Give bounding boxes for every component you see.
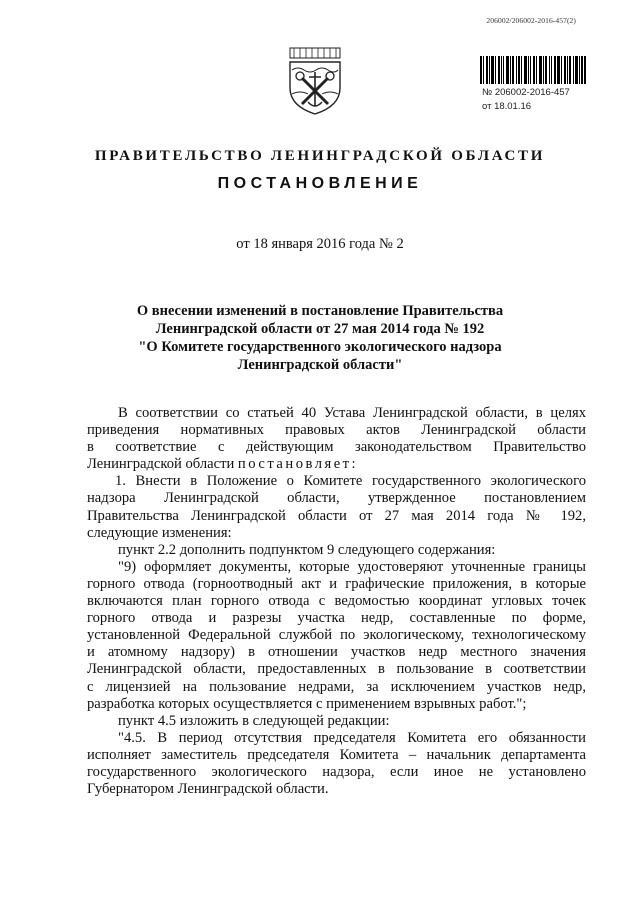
issuer-title: ПРАВИТЕЛЬСТВО ЛЕНИНГРАДСКОЙ ОБЛАСТИ bbox=[94, 148, 546, 164]
body-line: в соответствие с действующим законодательством Правительство bbox=[87, 439, 586, 456]
registration-number: № 206002-2016-457 bbox=[482, 87, 570, 98]
paragraph-quote-4-5 bbox=[87, 730, 586, 798]
document-type: ПОСТАНОВЛЕНИЕ bbox=[217, 175, 423, 192]
body-line: надзора Ленинградской области, утвержденное постановлением bbox=[87, 490, 586, 507]
body-line: разработка которых осуществляется с применением взрывных работ."; bbox=[87, 695, 527, 712]
registration-stamp bbox=[482, 86, 570, 114]
body-line: пункт 2.2 дополнить подпунктом 9 следующего содержания: bbox=[118, 541, 496, 558]
body-line: Ленинградской области, предоставленных в пользование в соответствии bbox=[87, 661, 586, 678]
barcode-icon bbox=[480, 56, 586, 84]
document-body bbox=[87, 405, 586, 798]
subject-line: О внесении изменений в постановление Правительства bbox=[136, 303, 504, 319]
body-line: 1. Внести в Положение о Комитете государственного экологического bbox=[115, 473, 586, 490]
document-subject bbox=[0, 302, 640, 374]
body-line: пункт 4.5 изложить в следующей редакции: bbox=[118, 712, 390, 729]
body-line: горного отвода и разрезы участка недр, составленные по форме, bbox=[87, 610, 586, 627]
paragraph-clause-4-5 bbox=[87, 713, 586, 730]
body-line: В соответствии со статьей 40 Устава Ленинградской области, в целях bbox=[118, 405, 586, 421]
paragraph-clause-2-2 bbox=[87, 542, 586, 559]
body-line: "9) оформляет документы, которые удостоверяют уточненные границы bbox=[118, 558, 586, 575]
body-line: следующие изменения: bbox=[87, 524, 232, 541]
resolution-word: постановляет: bbox=[237, 456, 359, 473]
paragraph-item-1 bbox=[87, 473, 586, 541]
paragraph-preamble bbox=[87, 405, 586, 473]
document-tracking-code: 206002/206002-2016-457(2) bbox=[486, 16, 576, 25]
paragraph-quote-9 bbox=[87, 559, 586, 713]
body-line: горного отвода (горноотводный акт и графические приложения, в которые bbox=[87, 575, 586, 592]
body-line: исполняет заместитель председателя Комитета – начальник департамента bbox=[87, 746, 586, 763]
subject-line: "О Комитете государственного экологического надзора bbox=[138, 339, 502, 355]
body-line: и атомному надзору) в отношении участков недр местного значения bbox=[87, 644, 586, 661]
body-line: приведения нормативных правовых актов Ленинградской области bbox=[87, 422, 586, 439]
body-text: Ленинградской области bbox=[87, 456, 238, 473]
registration-date: от 18.01.16 bbox=[482, 101, 532, 112]
document-date-line: от 18 января 2016 года № 2 bbox=[236, 236, 404, 252]
body-line: Губернатором Ленинградской области. bbox=[87, 781, 329, 798]
body-line: "4.5. В период отсутствия председателя Комитета его обязанности bbox=[118, 729, 586, 746]
body-line bbox=[87, 456, 586, 473]
body-line: включаются план горного отвода с ведомостью координат угловых точек bbox=[87, 593, 586, 610]
body-line: установленной Федеральной службой по экологическому, технологическому bbox=[87, 627, 586, 644]
body-line: Правительства Ленинградской области от 27 мая 2014 года № 192, bbox=[87, 507, 586, 524]
subject-line: Ленинградской области" bbox=[237, 357, 403, 373]
subject-line: Ленинградской области от 27 мая 2014 года № 192 bbox=[155, 321, 485, 337]
body-line: государственного экологического надзора, если иное не установлено bbox=[87, 763, 586, 780]
body-line: с лицензией на пользование недрами, за исключением участков недр, bbox=[87, 678, 586, 695]
leningrad-oblast-coat-of-arms-icon bbox=[286, 44, 344, 116]
